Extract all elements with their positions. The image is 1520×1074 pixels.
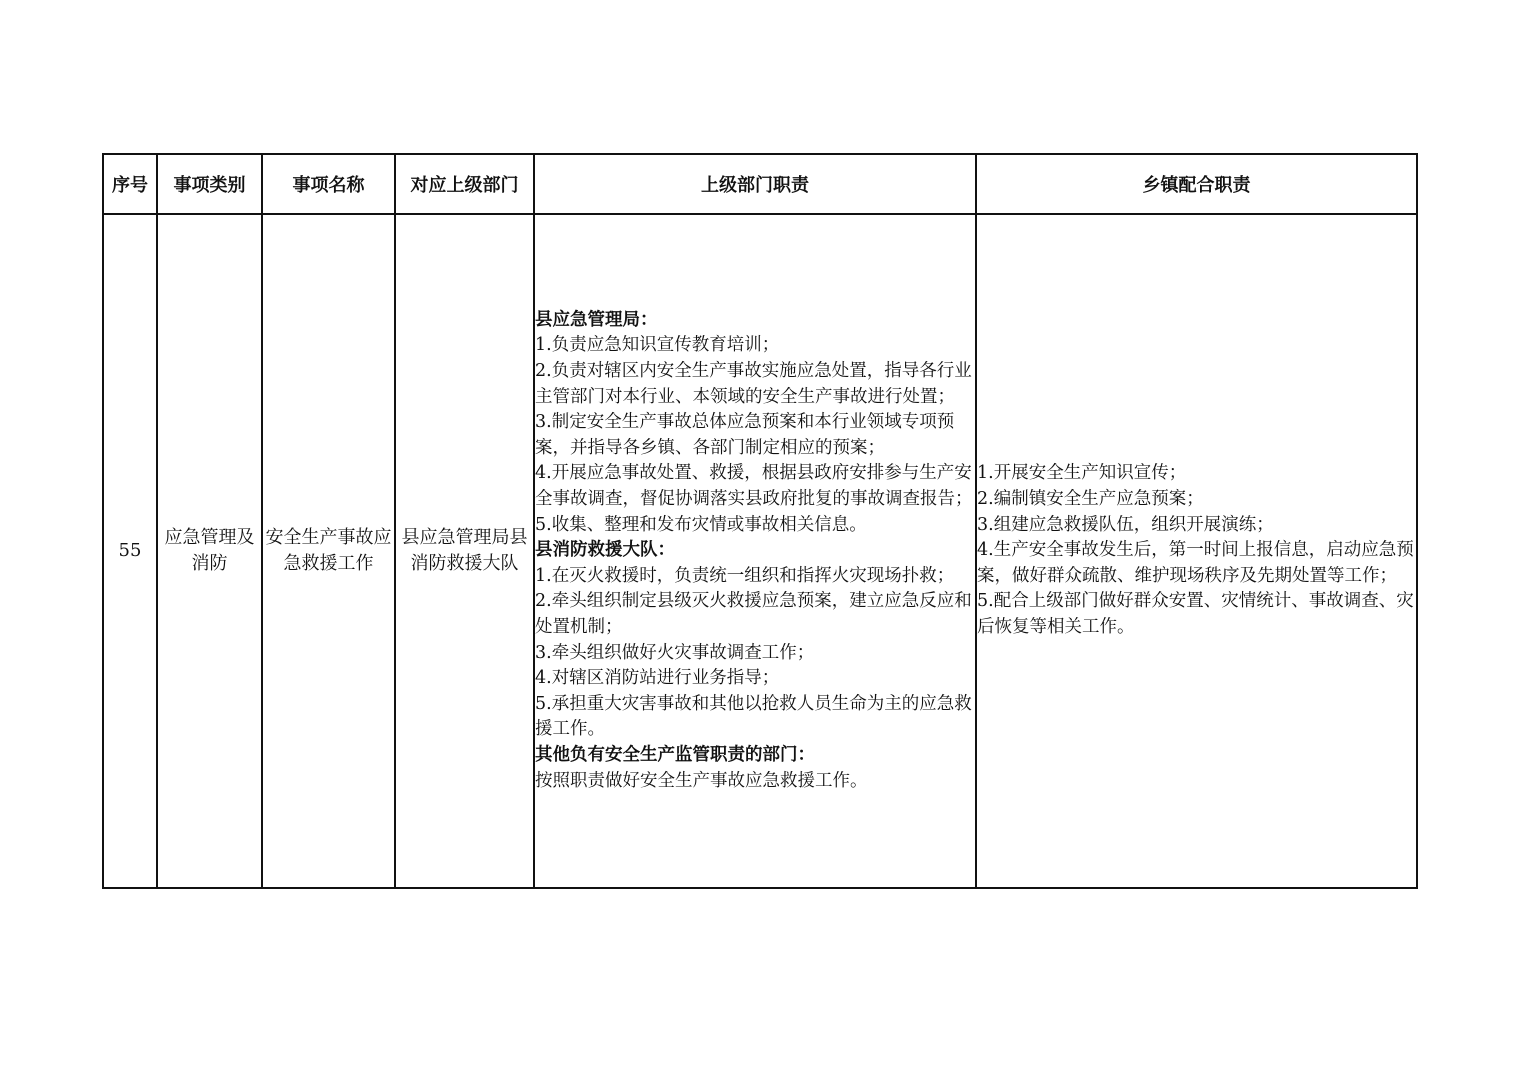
duty-line: 2.牵头组织制定县级灭火救援应急预案，建立应急反应和处置机制；: [535, 591, 972, 637]
header-category: 事项类别: [157, 154, 262, 214]
cell-township-duties: [976, 214, 1417, 888]
table-header-row: [103, 154, 1417, 214]
duty-line: 3.制定安全生产事故总体应急预案和本行业领域专项预案，并指导各乡镇、各部门制定相应的预案；: [535, 412, 955, 458]
header-township-duties: 乡镇配合职责: [976, 154, 1417, 214]
duty-line: 1.在灭火救援时，负责统一组织和指挥火灾现场扑救；: [535, 565, 955, 586]
township-duty-line: 2.编制镇安全生产应急预案；: [977, 489, 1204, 510]
header-item-name: 事项名称: [262, 154, 395, 214]
header-superior-duties: 上级部门职责: [534, 154, 976, 214]
duty-table: [102, 153, 1418, 889]
duty-line: 县消防救援大队：: [535, 540, 675, 561]
township-duty-line: 3.组建应急救援队伍，组织开展演练；: [977, 514, 1274, 535]
duty-line: 县应急管理局：: [535, 309, 658, 330]
duty-line: 按照职责做好安全生产事故应急救援工作。: [535, 770, 868, 791]
header-superior-department: 对应上级部门: [395, 154, 534, 214]
duty-line: 4.对辖区消防站进行业务指导；: [535, 668, 780, 689]
township-duty-line: 1.开展安全生产知识宣传；: [977, 463, 1187, 484]
cell-number: 55: [103, 214, 157, 888]
cell-superior-department: 县应急管理局县消防救援大队: [395, 214, 534, 888]
township-duty-line: 4.生产安全事故发生后，第一时间上报信息，启动应急预案，做好群众疏散、维护现场秩序及先期处置等工作；: [977, 540, 1414, 586]
cell-category: 应急管理及消防: [157, 214, 262, 888]
duty-line: 5.收集、整理和发布灾情或事故相关信息。: [535, 514, 867, 535]
duty-line: 其他负有安全生产监管职责的部门：: [535, 744, 815, 765]
duty-line: 5.承担重大灾害事故和其他以抢救人员生命为主的应急救援工作。: [535, 693, 972, 740]
header-number: 序号: [103, 154, 157, 214]
duty-line: 4.开展应急事故处置、救援，根据县政府安排参与生产安全事故调查，督促协调落实县政府批复的事故调查报告；: [535, 463, 973, 510]
duty-line: 2.负责对辖区内安全生产事故实施应急处置，指导各行业主管部门对本行业、本领域的安全生产事故进行处置；: [535, 361, 972, 407]
duty-line: 1.负责应急知识宣传教育培训；: [535, 335, 780, 356]
cell-item-name: 安全生产事故应急救援工作: [262, 214, 395, 888]
cell-superior-duties: [534, 214, 976, 888]
table-row: [103, 214, 1417, 888]
duty-line: 3.牵头组织做好火灾事故调查工作；: [535, 642, 815, 663]
township-duty-line: 5.配合上级部门做好群众安置、灾情统计、事故调查、灾后恢复等相关工作。: [977, 591, 1414, 637]
